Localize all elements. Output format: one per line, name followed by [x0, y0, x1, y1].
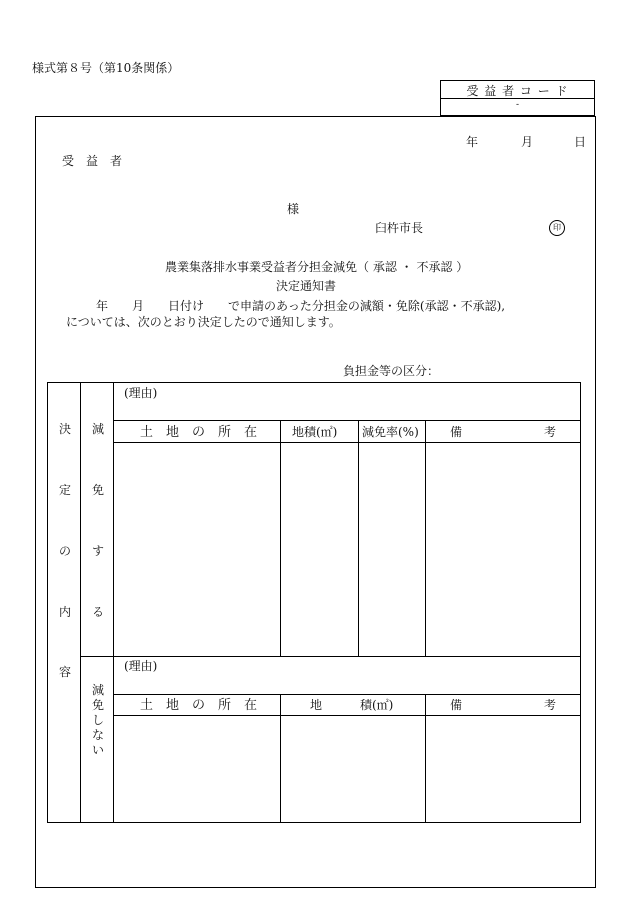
col-remarks-1: 備 — [450, 425, 463, 439]
no-reduce-char-1: 減 — [92, 683, 105, 697]
no-reduce-char-2: 免 — [92, 698, 105, 712]
seal-label: 印 — [553, 223, 561, 232]
reason-label-no-reduce: (理由) — [124, 659, 158, 673]
recipient-label: 受 益 者 — [62, 154, 123, 168]
col2-area-1: 地 — [310, 698, 323, 712]
no-reduce-char-5: い — [92, 743, 105, 757]
decision-table — [47, 382, 581, 823]
col2-remarks-1: 備 — [450, 698, 463, 712]
notice-title: 農業集落排水事業受益者分担金減免（ 承認 ・ 不承認 ） — [165, 260, 469, 274]
decision-char-5: 容 — [59, 665, 72, 679]
issuer-name: 臼杵市長 — [375, 221, 424, 235]
seal-mark — [549, 220, 565, 236]
reason-label-reduce: (理由) — [124, 386, 158, 400]
col-rate: 減免率(%) — [362, 425, 419, 439]
reduce-char-2: 免 — [92, 483, 105, 497]
body-line-2: については、次のとおり決定したので通知します。 — [66, 315, 341, 329]
body-line-1: 年 月 日付け で申請のあった分担金の減額・免除(承認・不承認), — [96, 299, 506, 313]
col2-remarks-2: 考 — [544, 698, 557, 712]
date-month: 月 — [521, 135, 534, 149]
decision-char-1: 決 — [59, 422, 72, 436]
beneficiary-code-value[interactable]: - — [515, 100, 520, 110]
decision-char-3: の — [59, 544, 72, 558]
decision-char-4: 内 — [59, 605, 72, 619]
form-number: 様式第８号（第10条関係） — [32, 61, 180, 75]
notice-subtitle: 決定通知書 — [276, 279, 337, 293]
col2-location: 土 地 の 所 在 — [140, 698, 258, 713]
no-reduce-char-4: な — [92, 728, 105, 742]
col-remarks-2: 考 — [544, 425, 557, 439]
reduce-char-1: 減 — [92, 422, 105, 436]
col2-area-2: 積(㎡) — [360, 698, 394, 712]
beneficiary-code-box — [440, 80, 595, 116]
category-label: 負担金等の区分： — [343, 364, 440, 378]
date-year: 年 — [466, 135, 479, 149]
beneficiary-code-label: 受 益 者 コ ー ド — [466, 84, 569, 98]
col-location: 土 地 の 所 在 — [140, 425, 258, 440]
decision-char-2: 定 — [59, 483, 72, 497]
honorific: 様 — [287, 202, 300, 216]
no-reduce-char-3: し — [92, 713, 105, 727]
reduce-char-3: す — [92, 544, 105, 558]
reduce-char-4: る — [92, 605, 105, 619]
date-day: 日 — [574, 135, 587, 149]
col-area: 地積(㎡) — [292, 425, 338, 439]
